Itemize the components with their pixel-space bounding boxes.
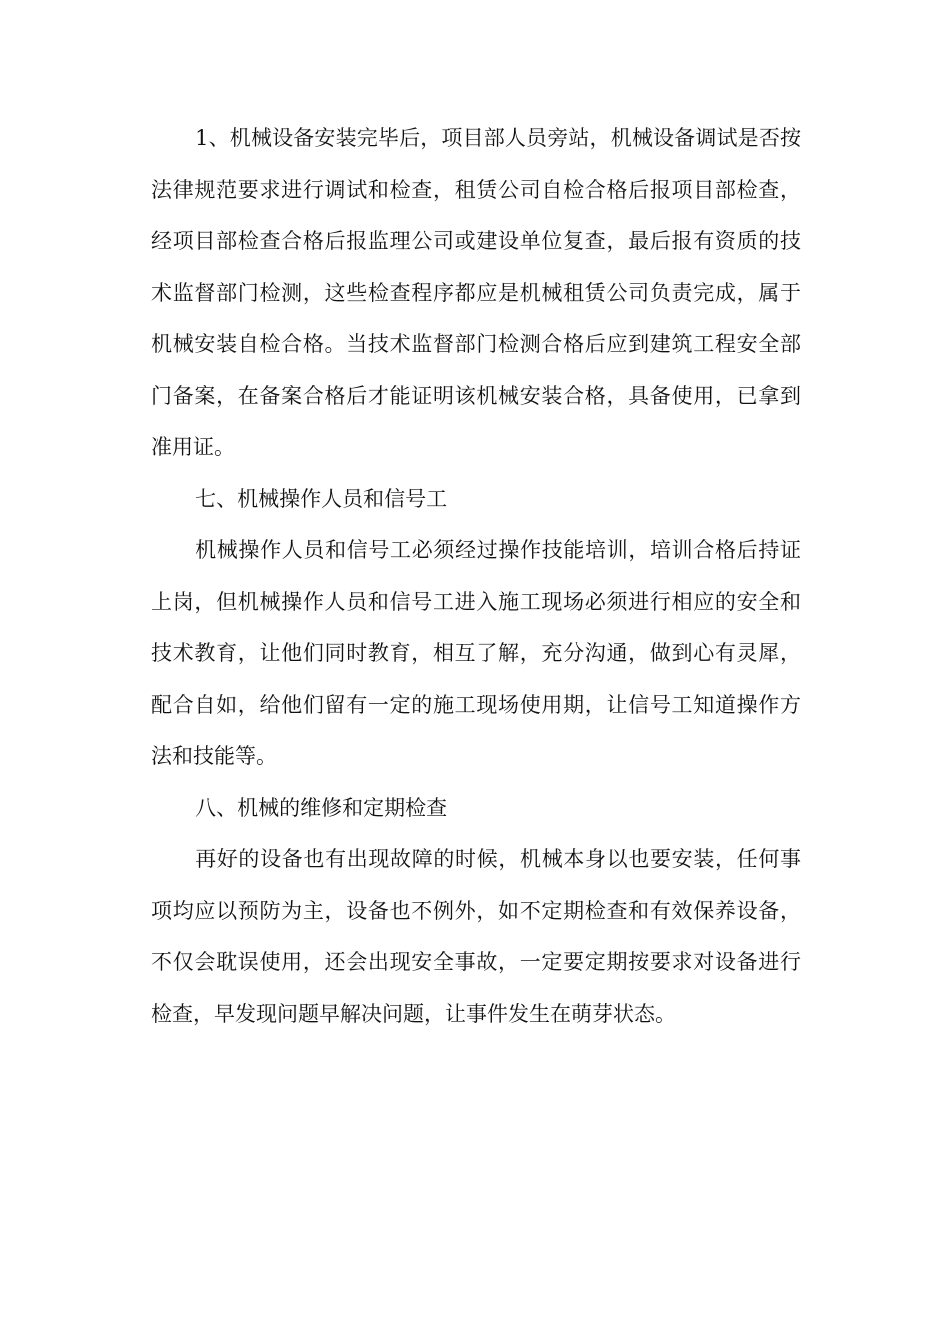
paragraph-installation-inspection: 1、机械设备安装完毕后，项目部人员旁站，机械设备调试是否按法律规范要求进行调试和检查，租赁公司自检合格后报项目部检查，经项目部检查合格后报监理公司或建设单位复查，最后报有资质的技术监督部门检测，这些检查程序都应是机械租赁公司负责完成，属于机械安装自检合格。当技术监督部门检测合格后应到建筑工程安全部门备案，在备案合格后才能证明该机械安装合格，具备使用，已拿到准用证。	[151, 126, 801, 459]
section-heading-maintenance: 八、机械的维修和定期检查	[195, 795, 448, 820]
section-heading-operators: 七、机械操作人员和信号工	[195, 486, 448, 511]
paragraph-maintenance: 再好的设备也有出现故障的时候，机械本身以也要安装，任何事项均应以预防为主，设备也不例外，如不定期检查和有效保养设备，不仅会耽误使用，还会出现安全事故，一定要定期按要求对设备进行检查，早发现问题早解决问题，让事件发生在萌芽状态。	[151, 847, 801, 1026]
document-body	[151, 113, 801, 1040]
paragraph-operators: 机械操作人员和信号工必须经过操作技能培训，培训合格后持证上岗，但机械操作人员和信号工进入施工现场必须进行相应的安全和技术教育，让他们同时教育，相互了解，充分沟通，做到心有灵犀，配合自如，给他们留有一定的施工现场使用期，让信号工知道操作方法和技能等。	[151, 538, 801, 768]
